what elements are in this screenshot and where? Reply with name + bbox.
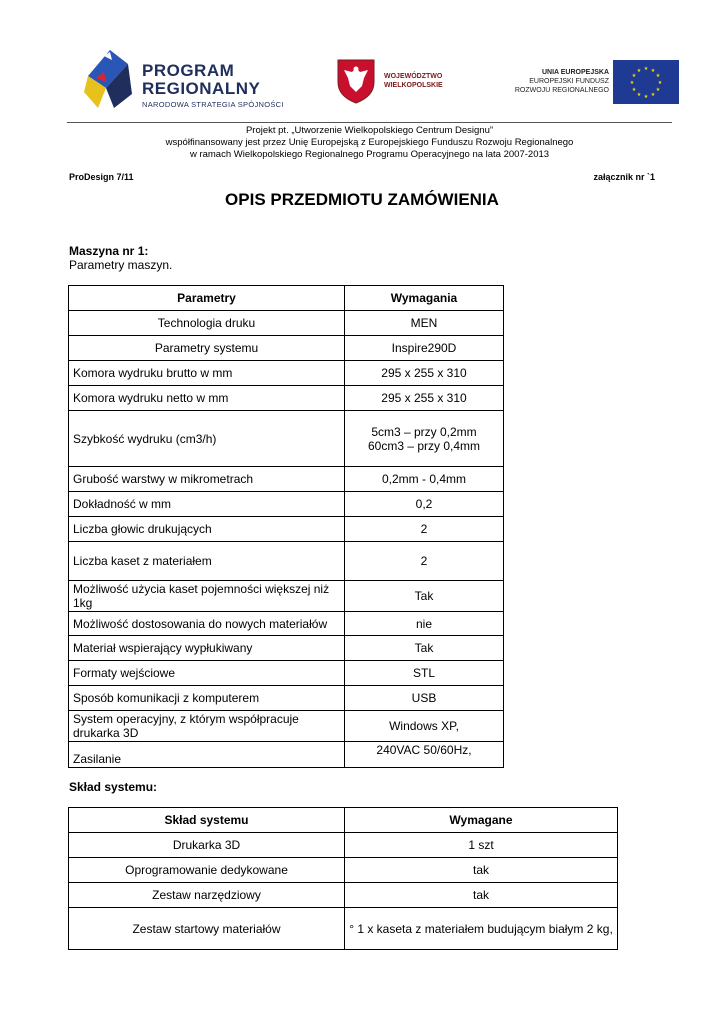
table-row <box>69 742 504 768</box>
param-label: Sposób komunikacji z komputerem <box>69 686 345 711</box>
eu-text-block <box>515 68 609 95</box>
component-label: Oprogramowanie dedykowane <box>69 858 345 883</box>
table-header-row <box>69 808 618 833</box>
wojewodztwo-line1: WOJEWÓDZTWO <box>384 73 443 80</box>
table-row <box>69 686 504 711</box>
table-row <box>69 517 504 542</box>
system-heading: Skład systemu: <box>69 780 158 794</box>
component-value: 1 szt <box>345 833 618 858</box>
param-value: 295 x 255 x 310 <box>345 361 504 386</box>
eu-line2: EUROPEJSKI FUNDUSZ <box>529 78 609 85</box>
param-value <box>345 411 504 467</box>
svg-text:★: ★ <box>631 73 637 79</box>
param-value: 0,2mm - 0,4mm <box>345 467 504 492</box>
param-value: 0,2 <box>345 492 504 517</box>
project-line1: Projekt pt. „Utworzenie Wielkopolskiego Centrum Designu” <box>245 125 494 136</box>
machine-subheading: Parametry maszyn. <box>69 258 173 272</box>
param-value: nie <box>345 612 504 636</box>
machine-heading: Maszyna nr 1: <box>69 244 149 258</box>
table-row <box>69 311 504 336</box>
param-value: USB <box>345 686 504 711</box>
param-label: Technologia druku <box>69 311 345 336</box>
param-value: STL <box>345 661 504 686</box>
svg-text:★: ★ <box>643 94 649 100</box>
svg-text:★: ★ <box>655 87 661 93</box>
svg-text:★: ★ <box>636 92 642 98</box>
project-line2: współfinansowany jest przez Unię Europejską z Europejskiego Funduszu Rozwoju Regionalnego <box>165 137 574 148</box>
param-value: Windows XP, <box>345 711 504 742</box>
table-header-row <box>69 286 504 311</box>
component-label: Zestaw startowy materiałów <box>69 908 345 950</box>
param-label: System operacyjny, z którym współpracuje drukarka 3D <box>69 711 345 742</box>
svg-text:★: ★ <box>650 92 656 98</box>
table-row <box>69 386 504 411</box>
project-line3: w ramach Wielkopolskiego Regionalnego Programu Operacyjnego na lata 2007-2013 <box>189 149 550 160</box>
eagle-shield-icon <box>336 58 376 104</box>
component-label: Drukarka 3D <box>69 833 345 858</box>
svg-text:★: ★ <box>657 80 663 86</box>
param-value: 240VAC 50/60Hz, <box>345 742 504 768</box>
svg-text:★: ★ <box>636 68 642 74</box>
eu-line3: ROZWOJU REGIONALNEGO <box>514 87 609 94</box>
attachment-number: załącznik nr `1 <box>593 172 655 182</box>
param-label: Możliwość użycia kaset pojemności większej niż 1kg <box>69 581 345 612</box>
param-label: Komora wydruku netto w mm <box>69 386 345 411</box>
param-value: 2 <box>345 517 504 542</box>
program-regionalny-mark-icon <box>84 48 134 112</box>
param-label: Szybkość wydruku (cm3/h) <box>69 411 345 467</box>
param-label: Możliwość dostosowania do nowych materiałów <box>69 612 345 636</box>
param-label: Komora wydruku brutto w mm <box>69 361 345 386</box>
svg-text:★: ★ <box>631 87 637 93</box>
param-label: Materiał wspierający wypłukiwany <box>69 636 345 661</box>
component-value: tak <box>345 858 618 883</box>
wojewodztwo-logo <box>336 58 476 106</box>
param-label: Grubość warstwy w mikrometrach <box>69 467 345 492</box>
eu-logo <box>491 60 681 106</box>
program-regionalny-subtitle: NARODOWA STRATEGIA SPÓJNOŚCI <box>142 100 284 109</box>
program-regionalny-line1: PROGRAM <box>142 61 235 80</box>
table-row <box>69 612 504 636</box>
param-value: 2 <box>345 542 504 581</box>
table-row <box>69 542 504 581</box>
svg-text:★: ★ <box>650 68 656 74</box>
param-value: Tak <box>345 636 504 661</box>
svg-text:★: ★ <box>643 66 649 72</box>
table-row <box>69 883 618 908</box>
component-value: tak <box>345 883 618 908</box>
wojewodztwo-line2: WIELKOPOLSKIE <box>384 82 443 89</box>
column-header-wymagane: Wymagane <box>345 808 618 833</box>
param-label: Liczba głowic drukujących <box>69 517 345 542</box>
system-composition-table <box>68 807 618 950</box>
table-row <box>69 467 504 492</box>
page-title: OPIS PRZEDMIOTU ZAMÓWIENIA <box>225 190 499 209</box>
table-row <box>69 361 504 386</box>
parameters-table <box>68 285 504 768</box>
param-value: 295 x 255 x 310 <box>345 386 504 411</box>
table-row <box>69 581 504 612</box>
param-value-line2: 60cm3 – przy 0,4mm <box>367 438 481 453</box>
table-row <box>69 336 504 361</box>
svg-text:★: ★ <box>655 73 661 79</box>
param-label: Parametry systemu <box>69 336 345 361</box>
table-row <box>69 858 618 883</box>
reference-number: ProDesign 7/11 <box>69 172 134 182</box>
param-label: Dokładność w mm <box>69 492 345 517</box>
table-row <box>69 711 504 742</box>
program-regionalny-line2: REGIONALNY <box>142 79 261 98</box>
table-row <box>69 492 504 517</box>
table-row <box>69 908 618 950</box>
param-value: MEN <box>345 311 504 336</box>
component-label: Zestaw narzędziowy <box>69 883 345 908</box>
program-regionalny-logo <box>84 48 334 118</box>
column-header-parametry: Parametry <box>69 286 345 311</box>
param-value: Inspire290D <box>345 336 504 361</box>
svg-text:★: ★ <box>629 80 635 86</box>
table-row <box>69 833 618 858</box>
param-value-line1: 5cm3 – przy 0,2mm <box>371 424 477 439</box>
param-label: Zasilanie <box>69 742 345 768</box>
header-divider <box>67 122 672 123</box>
column-header-sklad-systemu: Skład systemu <box>69 808 345 833</box>
table-row <box>69 661 504 686</box>
table-row <box>69 411 504 467</box>
column-header-wymagania: Wymagania <box>345 286 504 311</box>
param-value: Tak <box>345 581 504 612</box>
eu-line1: UNIA EUROPEJSKA <box>541 69 609 76</box>
eu-flag-icon <box>613 60 679 104</box>
param-label: Formaty wejściowe <box>69 661 345 686</box>
table-row <box>69 636 504 661</box>
param-label: Liczba kaset z materiałem <box>69 542 345 581</box>
component-value: ° 1 x kaseta z materiałem budującym białym 2 kg, <box>345 908 618 950</box>
